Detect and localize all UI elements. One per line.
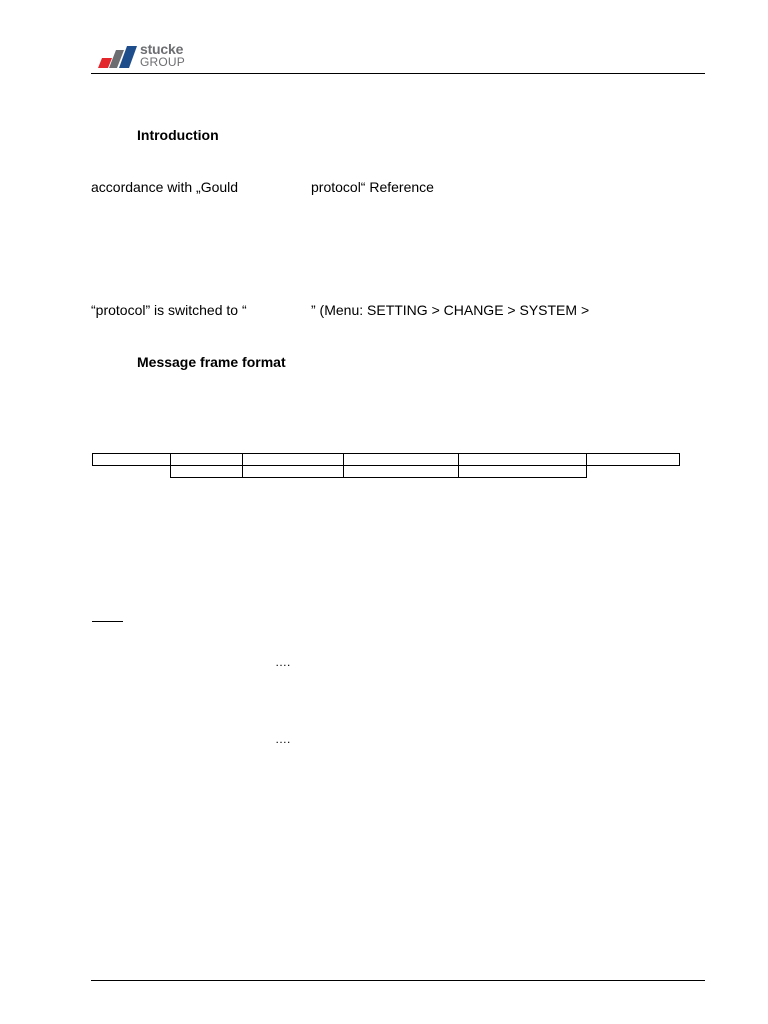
ellipsis-text: ….: [275, 732, 291, 746]
message-frame-heading: Message frame format: [137, 354, 286, 370]
header-rule: [91, 73, 705, 74]
protocol-text-left: “protocol” is switched to “: [91, 302, 247, 318]
frame-cell: [343, 465, 459, 478]
intro-text-right: protocol“ Reference: [311, 179, 434, 195]
company-logo: [94, 42, 194, 70]
logo-name-top: stucke: [140, 41, 184, 57]
frame-cell: [92, 453, 171, 466]
underline-rule: [92, 621, 123, 622]
frame-cell: [242, 465, 344, 478]
frame-cell: [586, 453, 680, 466]
frame-cell: [458, 465, 587, 478]
footer-rule: [91, 980, 705, 981]
ellipsis-text: ….: [275, 655, 291, 669]
stucke-logo-mark-icon: [94, 46, 138, 68]
logo-name-bottom: GROUP: [140, 55, 186, 69]
frame-cell: [170, 465, 243, 478]
introduction-heading: Introduction: [137, 127, 219, 143]
intro-text-left: accordance with „Gould: [91, 179, 239, 195]
protocol-text-right: ” (Menu: SETTING > CHANGE > SYSTEM >: [311, 302, 590, 318]
